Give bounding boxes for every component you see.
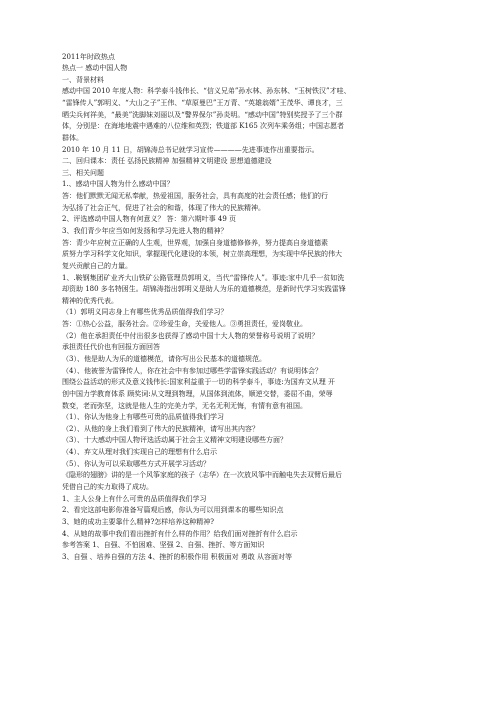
question-line: 1、主人公身上有什么可贵的品质值得我们学习 [62, 495, 207, 503]
text-line: 晒尖兵何祥美，“最美”洗脚妹刘丽以及“警界保尔”孙炎明。“感动中国”特别奖授予了三个群 [62, 111, 343, 119]
text-line: 精神的优秀代表。 [62, 297, 118, 305]
text-line: 却资助 180 多名特困生。胡锦涛指出郭明义是助人为乐的道德模范，是新时代学习实践雷锋 [62, 285, 346, 293]
question-line: 1.、感动中国人物为什么感动中国？ [62, 180, 174, 188]
text-line: 感动中国 2010 年度人物：科学泰斗钱伟长、“信义兄弟”孙水林、孙东林、“玉树铁汉”才哇、 [62, 87, 351, 95]
question-line: 3、她的成功主要靠什么精神?怎样培养这种精神? [62, 518, 214, 526]
question-line: （2）、从他的身上我们看到了伟大的民族精神，请写出其内容？ [62, 425, 259, 433]
answer-line: 答：青少年应树立正确的人生观，世界观，加强自身道德修修养，努力提高自身道德素 [62, 239, 328, 247]
question-line: 4、从她的故事中我们看出挫折有什么样的作用？给我们面对挫折有什么启示 [62, 530, 298, 538]
text-line: 围绕公益活动的形式及意义钱伟长:国家利益重于一切的科学泰斗，事迹:为国弃文从理 开 [62, 378, 335, 386]
text-line: 体，分别是：在海地地震中遇难的八位维和英烈；铁道部 K165 次列车乘务组；中国志愿者 [62, 122, 345, 130]
text-line: 数变，老而弥坚，这就是他人生的完美力学，无名无利无悔，有情有意有祖国。 [62, 402, 307, 410]
question-line: 2、看完这部电影你准备写篇观后感，你认为可以用到课本的哪些知识点 [62, 506, 284, 514]
question-line: （1）、你认为他身上有哪些可贵的品质值得我们学习 [62, 413, 224, 421]
doc-title: 2011年时政热点 [62, 53, 115, 61]
answer-line: 答：他们默默无闻无私奉献，热爱祖国，服务社会，具有高度的社会责任感；他们的行 [62, 192, 328, 200]
subsection-heading: 二、回归课本：责任 弘扬民族精神 加强精神文明建设 思想道德建设 [62, 157, 272, 165]
answer-line: 为弘扬了社会正气，促进了社会的和谐，体现了伟大的民族精神。 [62, 204, 265, 212]
question-line: （4）、弃文从理对我们实现自己的理想有什么启示 [62, 448, 217, 456]
answer-line: 承担责任代价也有回报方面回答 [62, 343, 160, 351]
question-line: （2）他在承担责任中付出很多也获得了感动中国十大人物的荣誉称号说明了说明？ [62, 332, 319, 340]
question-line: （4）、他被誉为雷锋传人，你在社会中有参加过哪些学雷锋实践活动？有说明体会？ [62, 367, 322, 375]
section-heading: 热点一 感动中国人物 [62, 64, 128, 72]
answer-line: 3、自强 、培养自强的方法 4、挫折的积极作用 积极面对 勇敢 从容面对等 [62, 553, 293, 561]
text-line: 群体。 [62, 134, 83, 142]
text-line: 创中国力学教育体系 顾奖词:从文理到物理，从国体到流体，顺逆交替，委屈不曲，荣辱 [62, 390, 333, 398]
text-line: “雷锋传人”郭明义、“大山之子”王伟、“草原曼巴”王万青、“英雄翁婿”王茂华、谭良才，三 [62, 99, 343, 107]
text-line: 《隐形的翅膀》讲的是一个风筝家庭的孩子（志华）在一次放风筝中而触电失去双臂后最后 [62, 471, 342, 479]
question-line: （5）、你认为可以采取哪些方式开展学习活动？ [62, 460, 210, 468]
answer-line: 参考答案 1、自强、不怕困难、坚强 2、自强、挫折、等方面知识 [62, 541, 265, 549]
text-line: 1、.鞍钢集团矿业齐大山铁矿公路管理员郭明义，当代“雷锋传人”。事迹:家中几乎一贫如洗 [62, 274, 345, 282]
question-line: 2、评选感动中国人物有何意义？ 答：第六期叶事 49 页 [62, 215, 237, 223]
answer-line: 答：①热心公益，服务社会。②珍爱生命，关爱他人。③勇担责任，爱岗敬业。 [62, 320, 307, 328]
answer-line: 质努力学习科学文化知识，掌握现代化建设的本领，树立崇高理想，为实现中华民族的伟大 [62, 250, 342, 258]
answer-line: 复兴贡献自己的力量。 [62, 262, 132, 270]
subsection-heading: 一、背景材料 [62, 76, 104, 84]
text-line: 2010 年 10 月 11 日，胡锦涛总书记就学习宣传————先进事迹作出重要指示。 [62, 146, 319, 154]
question-line: 3、我们青少年应当如何发扬和学习先进人物的精神？ [62, 227, 228, 235]
text-line: 凭借自己的实力取得了成功。 [62, 483, 153, 491]
question-line: （3）、他是助人为乐的道德模范，请你写出公民基本的道德规范。 [62, 355, 266, 363]
question-line: （3）、十大感动中国人物评选活动属于社会主义精神文明建设哪些方面？ [62, 436, 287, 444]
subsection-heading: 三、相关问题 [62, 169, 104, 177]
question-line: （1）郭明义同志身上有哪些优秀品质值得我们学习？ [62, 308, 228, 316]
